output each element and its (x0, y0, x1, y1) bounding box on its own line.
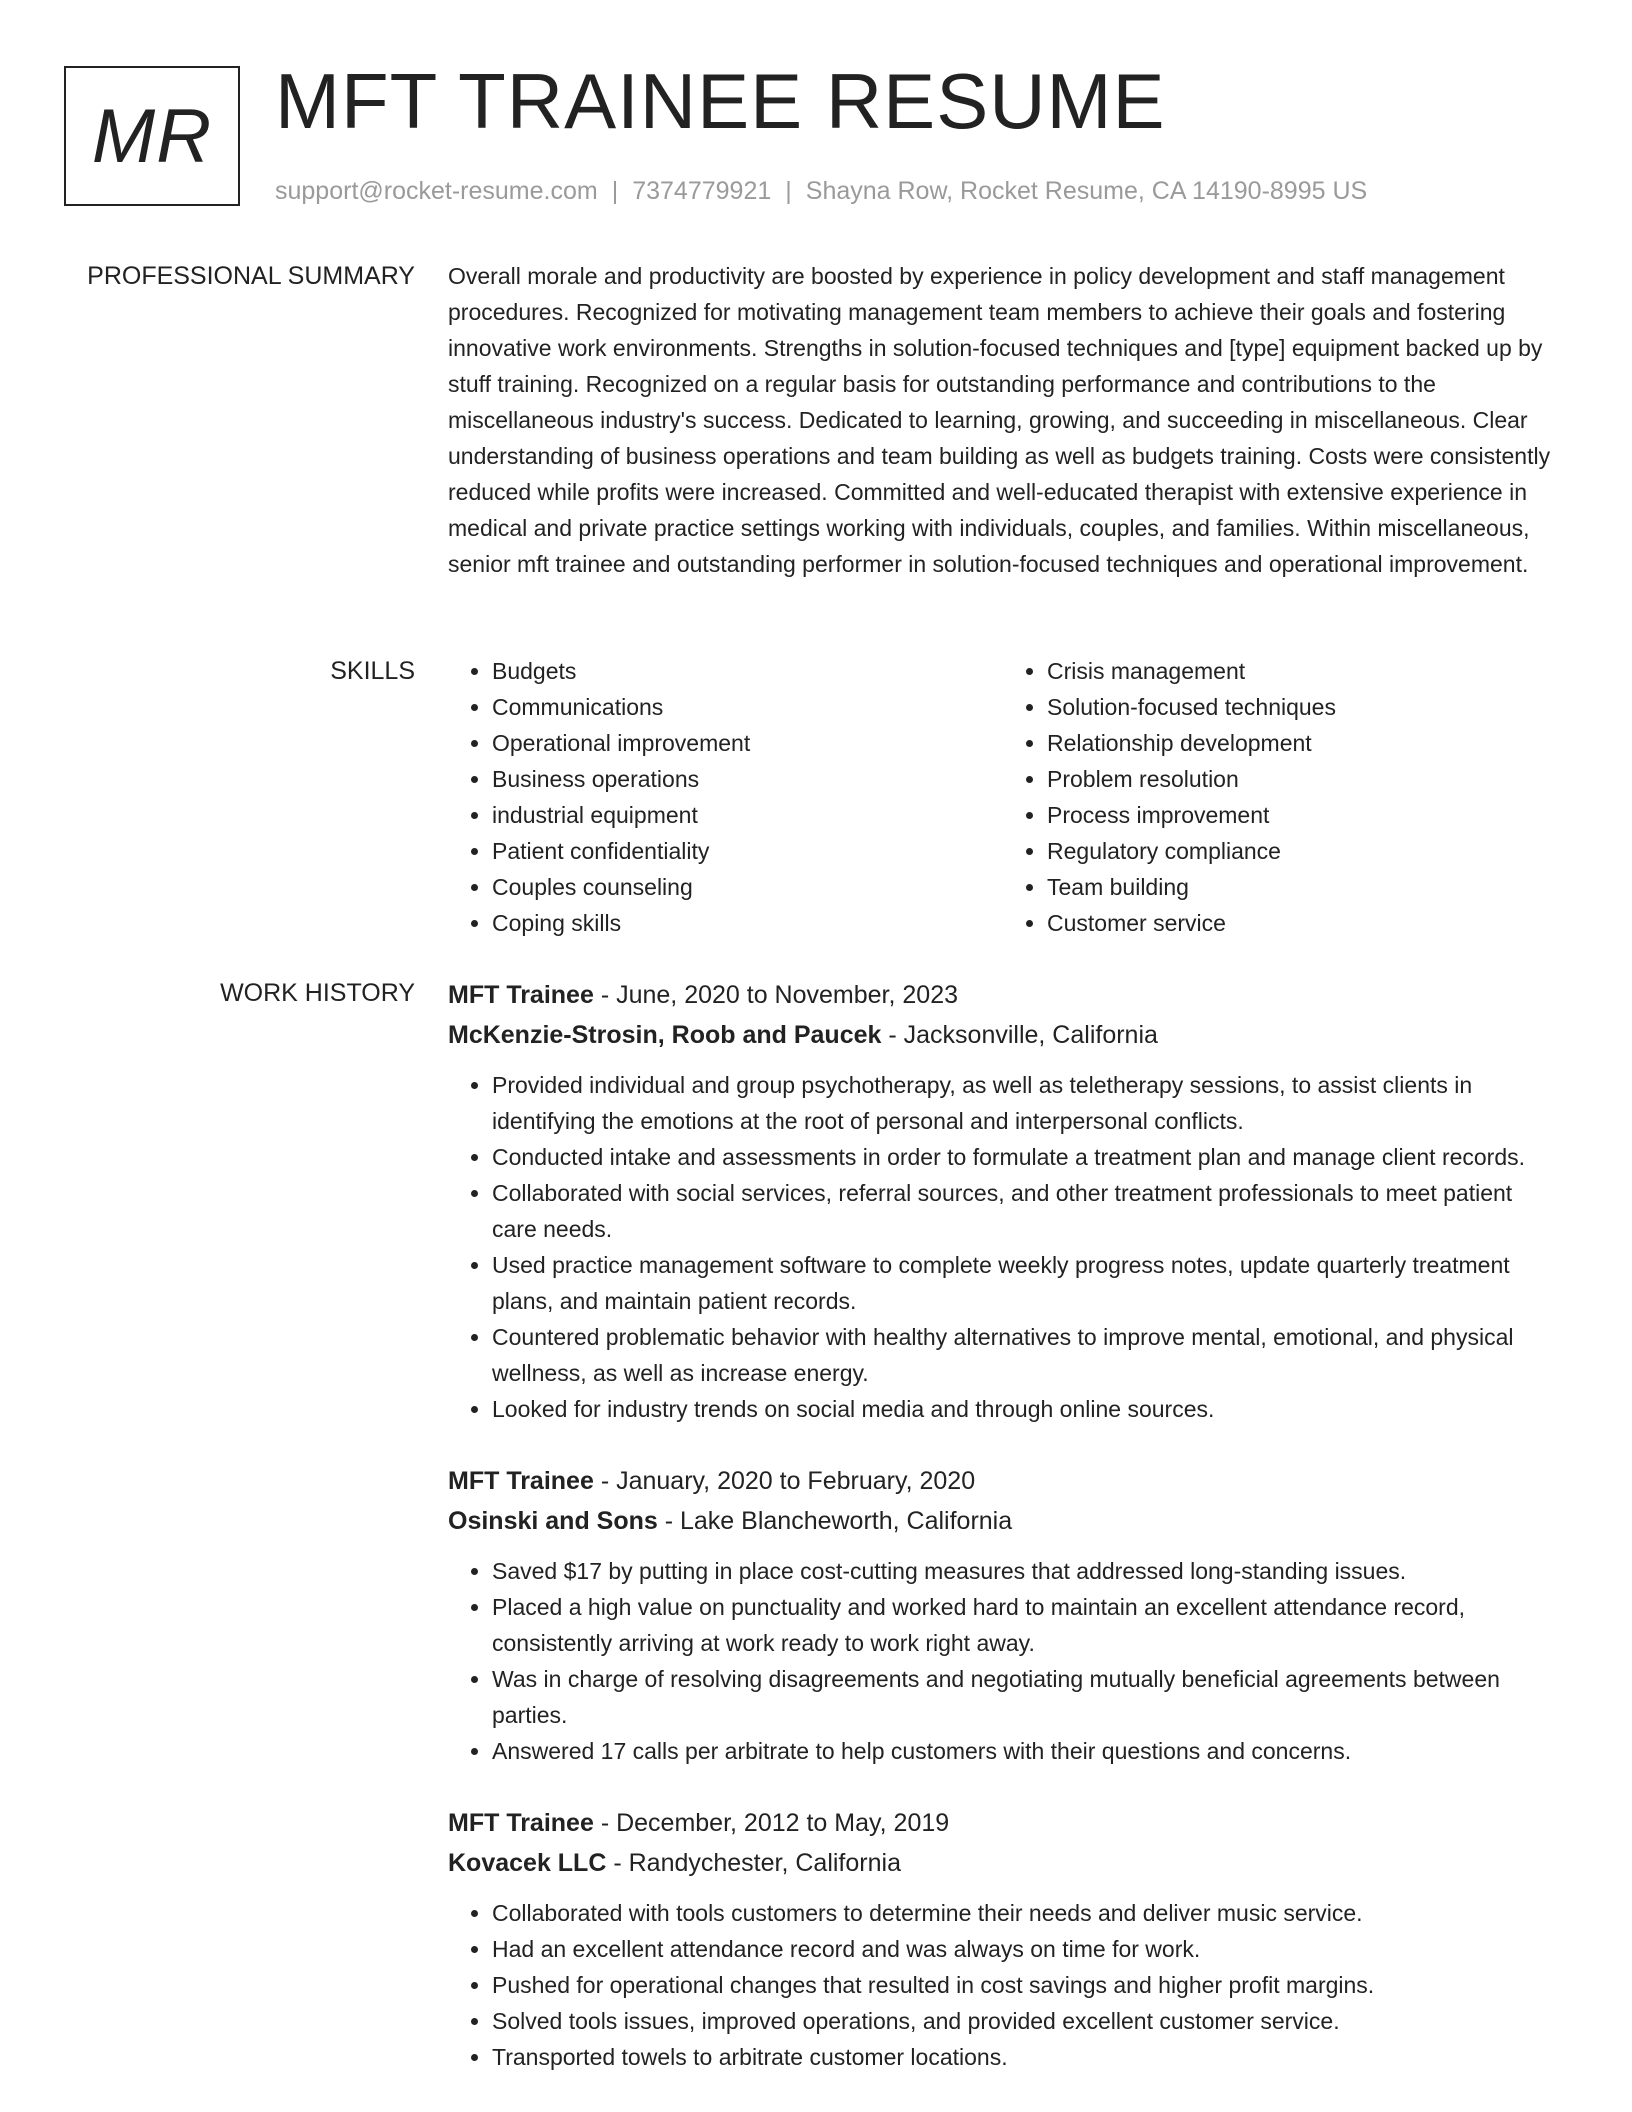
job-entry (448, 1803, 1558, 2075)
contact-email[interactable]: support@rocket-resume.com (275, 177, 598, 205)
work-history-heading: WORK HISTORY (220, 979, 415, 1007)
skill-item: • Customer service (1047, 905, 1558, 941)
job-bullet: • Placed a high value on punctuality and worked hard to maintain an excellent attendance record, consistently arriving at work ready to work right away. (492, 1589, 1558, 1661)
job-title-line (448, 1461, 1558, 1501)
summary-text: Overall morale and productivity are boosted by experience in policy development and staff management procedures. Recognized for motivating management team members to achieve their goals and fostering innovative work environments. Strengths in solution-focused techniques and [type] equipment backed up by stuff training. Recognized on a regular basis for outstanding performance and contributions to the miscellaneous industry's success. Dedicated to learning, growing, and succeeding in miscellaneous. Clear understanding of business operations and team building as well as budgets training. Costs were consistently reduced while profits were increased. Committed and well-educated therapist with extensive experience in medical and private practice settings working with individuals, couples, and families. Within miscellaneous, senior mft trainee and outstanding performer in solution-focused techniques and operational improvement. (448, 263, 1551, 577)
contact-line (275, 174, 1367, 208)
contact-phone[interactable]: 7374779921 (632, 177, 772, 205)
job-bullet: • Countered problematic behavior with healthy alternatives to improve mental, emotional, and physical wellness, as well as increase energy. (492, 1319, 1558, 1391)
job-bullet: • Pushed for operational changes that resulted in cost savings and higher profit margins. (492, 1967, 1558, 2003)
job-bullet: • Provided individual and group psychotherapy, as well as teletherapy sessions, to assist clients in identifying the emotions at the root of personal and interpersonal conflicts. (492, 1067, 1558, 1139)
skill-item: • Process improvement (1047, 797, 1558, 833)
contact-separator: | (611, 177, 619, 205)
skills-column-left (448, 653, 1003, 941)
job-company: Kovacek LLC (448, 1849, 607, 1877)
job-bullet: • Was in charge of resolving disagreements and negotiating mutually beneficial agreements between parties. (492, 1661, 1558, 1733)
skills-body (448, 653, 1558, 941)
contact-separator: | (785, 177, 792, 205)
skill-item: • industrial equipment (492, 797, 1003, 833)
skill-item: • Business operations (492, 761, 1003, 797)
job-entry (448, 1461, 1558, 1769)
job-dates: - June, 2020 to November, 2023 (593, 981, 958, 1009)
job-entry (448, 975, 1558, 1427)
job-bullet: • Had an excellent attendance record and was always on time for work. (492, 1931, 1558, 1967)
job-company-line (448, 1843, 1558, 1883)
job-bullet: • Answered 17 calls per arbitrate to help customers with their questions and concerns. (492, 1733, 1558, 1769)
job-bullets (448, 1067, 1558, 1427)
job-bullet: • Used practice management software to complete weekly progress notes, update quarterly treatment plans, and maintain patient records. (492, 1247, 1558, 1319)
skill-item: • Patient confidentiality (492, 833, 1003, 869)
monogram-logo: MR (64, 66, 240, 206)
skill-item: • Team building (1047, 869, 1558, 905)
skill-item: • Solution-focused techniques (1047, 689, 1558, 725)
job-bullet: • Transported towels to arbitrate customer locations. (492, 2039, 1558, 2075)
job-location: - Jacksonville, California (881, 1021, 1158, 1049)
skill-item: • Problem resolution (1047, 761, 1558, 797)
job-bullet: • Looked for industry trends on social media and through online sources. (492, 1391, 1558, 1427)
job-bullets (448, 1895, 1558, 2075)
job-dates: - December, 2012 to May, 2019 (593, 1809, 950, 1837)
summary-body (448, 258, 1558, 582)
skill-item: • Regulatory compliance (1047, 833, 1558, 869)
job-bullet: • Solved tools issues, improved operations, and provided excellent customer service. (492, 2003, 1558, 2039)
work-history-body (448, 975, 1558, 2109)
resume-title: MFT TRAINEE RESUME (275, 57, 1166, 145)
skills-column-right (1003, 653, 1558, 941)
job-location: - Lake Blancheworth, California (657, 1507, 1013, 1535)
skill-item: • Coping skills (492, 905, 1003, 941)
job-company: Osinski and Sons (448, 1507, 658, 1535)
skill-item: • Crisis management (1047, 653, 1558, 689)
job-bullet: • Collaborated with social services, referral sources, and other treatment professionals to meet patient care needs. (492, 1175, 1558, 1247)
skills-heading: SKILLS (330, 657, 415, 685)
contact-address: Shayna Row, Rocket Resume, CA 14190-8995 US (805, 177, 1368, 205)
job-title: MFT Trainee (448, 981, 594, 1009)
skill-item: • Communications (492, 689, 1003, 725)
skill-item: • Operational improvement (492, 725, 1003, 761)
job-location: - Randychester, California (606, 1849, 901, 1877)
job-company: McKenzie-Strosin, Roob and Paucek (448, 1021, 882, 1049)
job-title-line (448, 1803, 1558, 1843)
job-company-line (448, 1501, 1558, 1541)
skill-item: • Relationship development (1047, 725, 1558, 761)
job-bullets (448, 1553, 1558, 1769)
job-dates: - January, 2020 to February, 2020 (593, 1467, 976, 1495)
job-company-line (448, 1015, 1558, 1055)
job-title: MFT Trainee (448, 1809, 594, 1837)
job-title: MFT Trainee (448, 1467, 594, 1495)
job-title-line (448, 975, 1558, 1015)
skill-item: • Budgets (492, 653, 1003, 689)
job-bullet: • Conducted intake and assessments in order to formulate a treatment plan and manage client records. (492, 1139, 1558, 1175)
job-bullet: • Saved $17 by putting in place cost-cutting measures that addressed long-standing issues. (492, 1553, 1558, 1589)
skill-item: • Couples counseling (492, 869, 1003, 905)
summary-heading: PROFESSIONAL SUMMARY (87, 262, 415, 290)
job-bullet: • Collaborated with tools customers to determine their needs and deliver music service. (492, 1895, 1558, 1931)
